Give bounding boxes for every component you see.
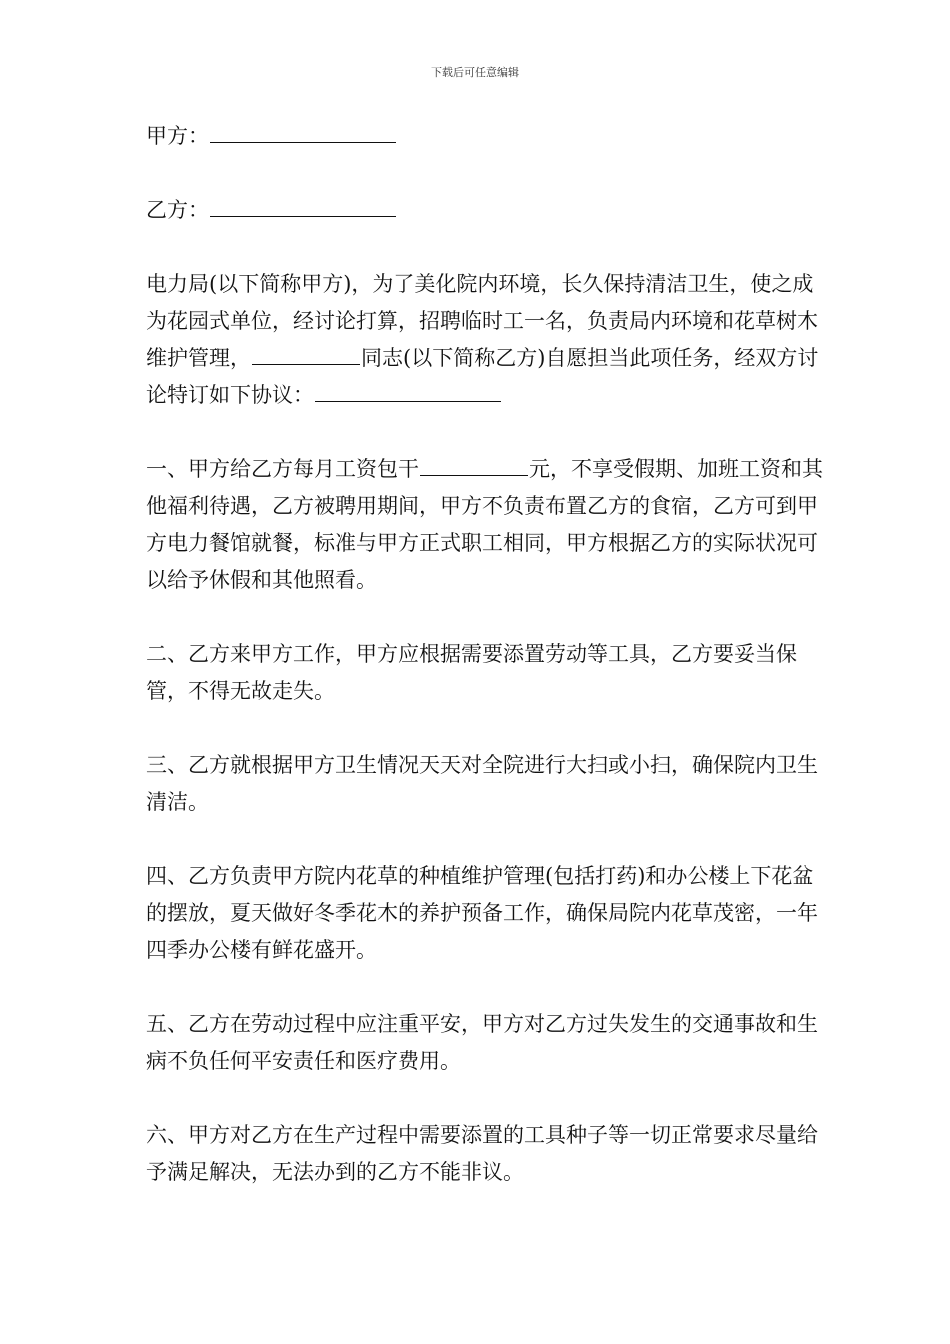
party-b-label: 乙方：: [146, 198, 209, 222]
party-b-line: [146, 192, 826, 229]
intro-paragraph: [146, 266, 826, 414]
clause-1-text-2: 元，不享受假期、加班工资和其他福利待遇，乙方被聘用期间，甲方不负责布置乙方的食宿，乙方可到甲方电力餐馆就餐，标准与甲方正式职工相同，甲方根据乙方的实际状况可以给予休假和其他照看。: [146, 457, 823, 592]
party-a-label: 甲方：: [146, 124, 209, 148]
clause-1-text-1: 一、甲方给乙方每月工资包干: [146, 457, 419, 481]
clause-1: [146, 451, 826, 599]
contract-body: [146, 118, 826, 1228]
clause-4: 四、乙方负责甲方院内花草的种植维护管理(包括打药)和办公楼上下花盆的摆放，夏天做好冬季花木的养护预备工作，确保局院内花草茂密，一年四季办公楼有鲜花盛开。: [146, 864, 818, 962]
party-a-line: [146, 118, 826, 155]
intro-text-2: 同志(以下简称乙方)自愿担当此项任务，经双方讨论特订如下协议：: [146, 346, 819, 407]
clause-6: 六、甲方对乙方在生产过程中需要添置的工具种子等一切正常要求尽量给予满足解决，无法办到的乙方不能非议。: [146, 1123, 818, 1184]
salary-blank[interactable]: [420, 456, 528, 476]
intro-text-1: 电力局(以下简称甲方)，为了美化院内环境，长久保持清洁卫生，使之成为花园式单位，经讨论打算，招聘临时工一名，负责局内环境和花草树木维护管理，: [146, 272, 818, 370]
clause-3: 三、乙方就根据甲方卫生情况天天对全院进行大扫或小扫，确保院内卫生清洁。: [146, 753, 818, 814]
agreement-blank[interactable]: [315, 382, 501, 402]
party-b-blank[interactable]: [210, 197, 396, 217]
party-a-blank[interactable]: [210, 123, 396, 143]
page-header-note: 下载后可任意编辑: [431, 66, 519, 79]
clause-5: 五、乙方在劳动过程中应注重平安，甲方对乙方过失发生的交通事故和生病不负任何平安责任和医疗费用。: [146, 1012, 818, 1073]
clause-2: 二、乙方来甲方工作，甲方应根据需要添置劳动等工具，乙方要妥当保管，不得无故走失。: [146, 642, 797, 703]
employee-name-blank[interactable]: [252, 345, 360, 365]
